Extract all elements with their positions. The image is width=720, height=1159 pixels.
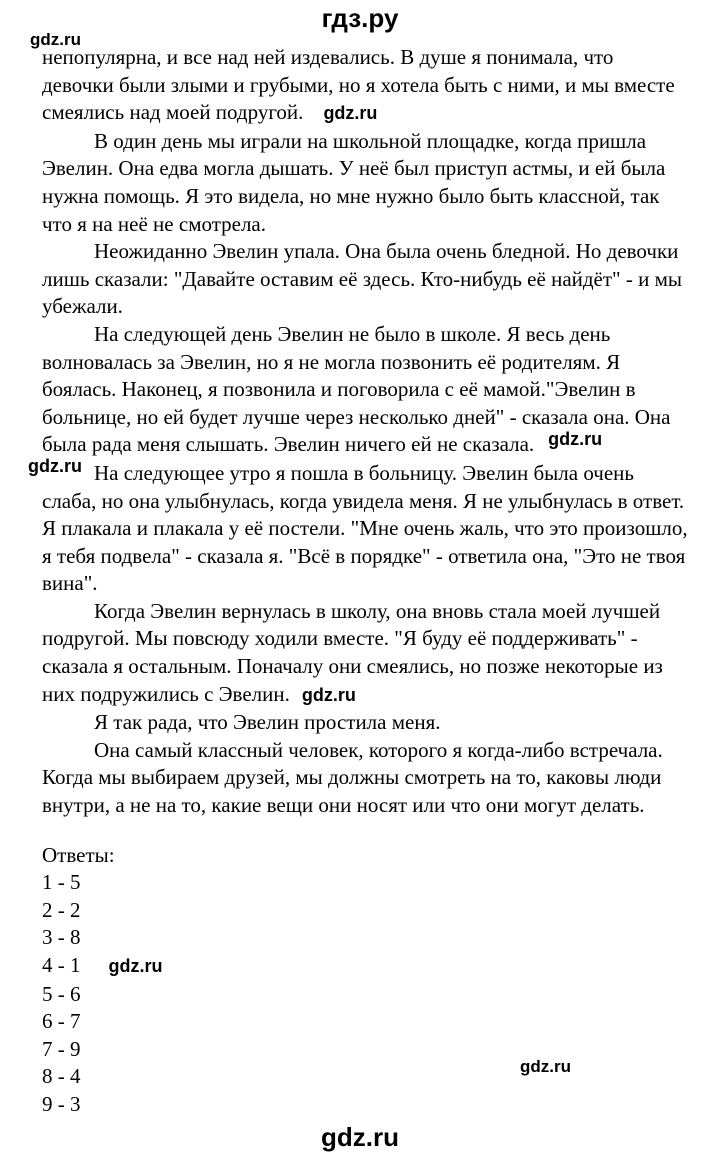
answer-pair: 2 - 2 (42, 897, 81, 922)
story-paragraph (42, 460, 690, 598)
gdz-watermark-margin-left: gdz.ru (28, 456, 82, 476)
answer-row (42, 1008, 690, 1036)
gdz-watermark-lower-right: gdz.ru (520, 1057, 571, 1076)
story-paragraph-text: Когда Эвелин вернулась в школу, она вновь стала моей лучшей подругой. Мы повсюду ходили вместе. "Я буду её поддерживать" - сказала я остальным. Поначалу они смеялись, но позже некоторые из них подружились с Эвелин. (42, 598, 663, 706)
answer-row (42, 1091, 690, 1119)
story-paragraph (42, 598, 690, 709)
gdz-watermark-inline: gdz.ru (548, 429, 603, 450)
story-paragraph (42, 321, 690, 460)
story-paragraph (42, 128, 690, 238)
answer-pair: 1 - 5 (42, 870, 81, 895)
answer-pair: 8 - 4 (42, 1064, 81, 1089)
answer-row (42, 897, 690, 925)
story-paragraph (42, 238, 690, 321)
gdz-watermark-inline: gdz.ru (301, 684, 356, 705)
answer-pair: 7 - 9 (42, 1036, 81, 1061)
story-text (42, 44, 690, 1119)
story-paragraph-text: Она самый классный человек, которого я когда-либо встречала. Когда мы выбираем друзей, мы должны смотреть на то, каковы люди внутри, а не на то, какие вещи они носят или что они могут делать. (42, 737, 663, 818)
gdz-watermark-top-left: gdz.ru (30, 30, 81, 49)
story-paragraph-text: Я так рада, что Эвелин простила меня. (94, 710, 441, 735)
answer-row (42, 981, 690, 1009)
story-paragraph (42, 737, 690, 820)
story-paragraph (42, 709, 690, 737)
answer-row (42, 952, 690, 981)
story-paragraph-text: На следующей день Эвелин не было в школе. Я весь день волновалась за Эвелин, но я не могла позвонить её родителям. Я боялась. Наконец, я позвонила и поговорила с её мамой."Эвелин в больнице, но ей будет лучше через несколько дней" - сказала она. Она была рада меня слышать. Эвелин ничего ей не сказала. (42, 321, 671, 457)
answer-pair: 9 - 3 (42, 1091, 81, 1116)
gdz-watermark-inline: gdz.ru (108, 956, 163, 976)
story-paragraph-text: Неожиданно Эвелин упала. Она была очень бледной. Но девочки лишь сказали: "Давайте оставим её здесь. Кто-нибудь её найдёт" - и мы убежали. (42, 239, 683, 319)
gdz-watermark-inline: gdz.ru (323, 103, 378, 124)
answers-heading: Ответы: (42, 842, 115, 867)
gdz-watermark-footer: gdz.ru (321, 1122, 399, 1152)
story-paragraph (42, 44, 690, 128)
answer-row (42, 1063, 690, 1091)
story-paragraph-text: На следующее утро я пошла в больницу. Эвелин была очень слаба, но она улыбнулась, когда увидела меня. Я не улыбнулась в ответ. Я плакала и плакала у её постели. "Мне очень жаль, что это произошло, я тебя подвела" - сказала я. "Всё в порядке" - ответила она, "Это не твоя вина". (42, 460, 688, 596)
answer-pair: 3 - 8 (42, 925, 81, 950)
answer-pair: 5 - 6 (42, 981, 81, 1006)
answer-pair: 4 - 1 (42, 953, 81, 977)
answer-row (42, 924, 690, 952)
answers-section (42, 842, 690, 1119)
story-paragraph-text: В один день мы играли на школьной площадке, когда пришла Эвелин. Она едва могла дышать. У неё был приступ астмы, и ей была нужна помощь. Я это видела, но мне нужно было быть классной, так что я на неё не смотрела. (42, 128, 666, 236)
answer-pair: 6 - 7 (42, 1009, 81, 1034)
page-title: гдз.ру (321, 3, 399, 33)
answer-row (42, 869, 690, 897)
answer-row (42, 1036, 690, 1064)
story-paragraph-text: непопулярна, и все над ней издевались. В душе я понимала, что девочки были злыми и грубыми, но я хотела быть с ними, и мы вместе смеялись над моей подругой. (42, 45, 675, 125)
